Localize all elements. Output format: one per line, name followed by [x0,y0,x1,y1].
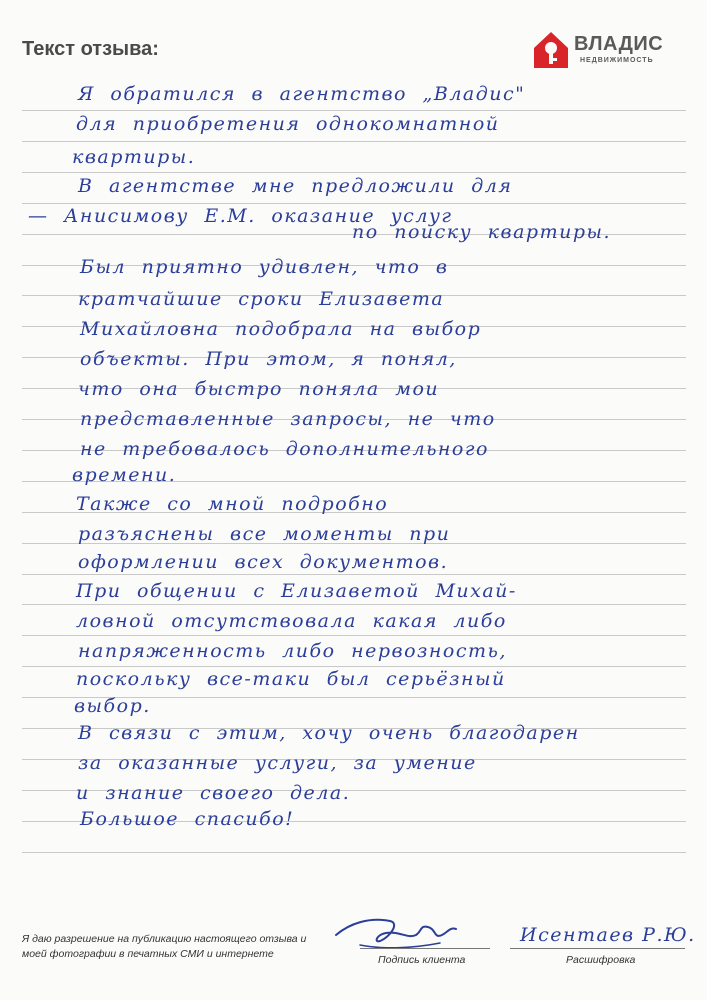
review-line: В связи с этим, хочу очень благодарен [78,722,580,744]
form-title: Текст отзыва: [22,38,159,60]
review-line: — Анисимову Е.М. оказание услуг [28,205,453,227]
review-line: выбор. [74,695,151,717]
review-line: Я обратился в агентство „Владис" [78,83,526,105]
review-line: квартиры. [72,146,196,168]
publication-consent-text: Я даю разрешение на публикацию настоящего отзыва и моей фотографии в печатных СМИ и интернете [22,933,307,960]
review-line: представленные запросы, не что [80,408,496,430]
logo-subtitle: НЕДВИЖИМОСТЬ [580,57,654,64]
review-line: для приобретения однокомнатной [76,113,500,135]
review-line: разъяснены все моменты при [78,523,451,545]
signature-caption: Подпись клиента [378,954,466,966]
review-line: ловной отсутствовала какая либо [76,610,507,632]
decoding-caption: Расшифровка [566,954,636,966]
review-line: При общении с Елизаветой Михай- [76,580,517,602]
logo-name: ВЛАДИС [574,33,664,55]
review-line: по поиску квартиры. [352,221,612,243]
review-line: В агентстве мне предложили для [78,175,513,197]
review-line: кратчайшие сроки Елизавета [78,288,445,310]
review-line: что она быстро поняла мои [78,378,440,400]
review-line: поскольку все-таки был серьёзный [76,668,506,690]
review-line: Также со мной подробно [76,493,389,515]
review-line: времени. [72,464,177,486]
signature-line [360,948,490,949]
review-line: объекты. При этом, я понял, [80,348,457,370]
decoding-value: Исентаев Р.Ю. [520,924,696,946]
review-line: оформлении всех документов. [78,551,449,573]
review-line: Был приятно удивлен, что в [80,256,449,278]
review-line: за оказанные услуги, за умение [78,752,477,774]
review-line: Большое спасибо! [80,808,295,830]
review-line: напряженность либо нервозность, [78,640,507,662]
decoding-line [510,948,685,949]
review-line: и знание своего дела. [76,782,351,804]
review-line: не требовалось дополнительного [80,438,489,460]
review-line: Михайловна подобрала на выбор [80,318,482,340]
